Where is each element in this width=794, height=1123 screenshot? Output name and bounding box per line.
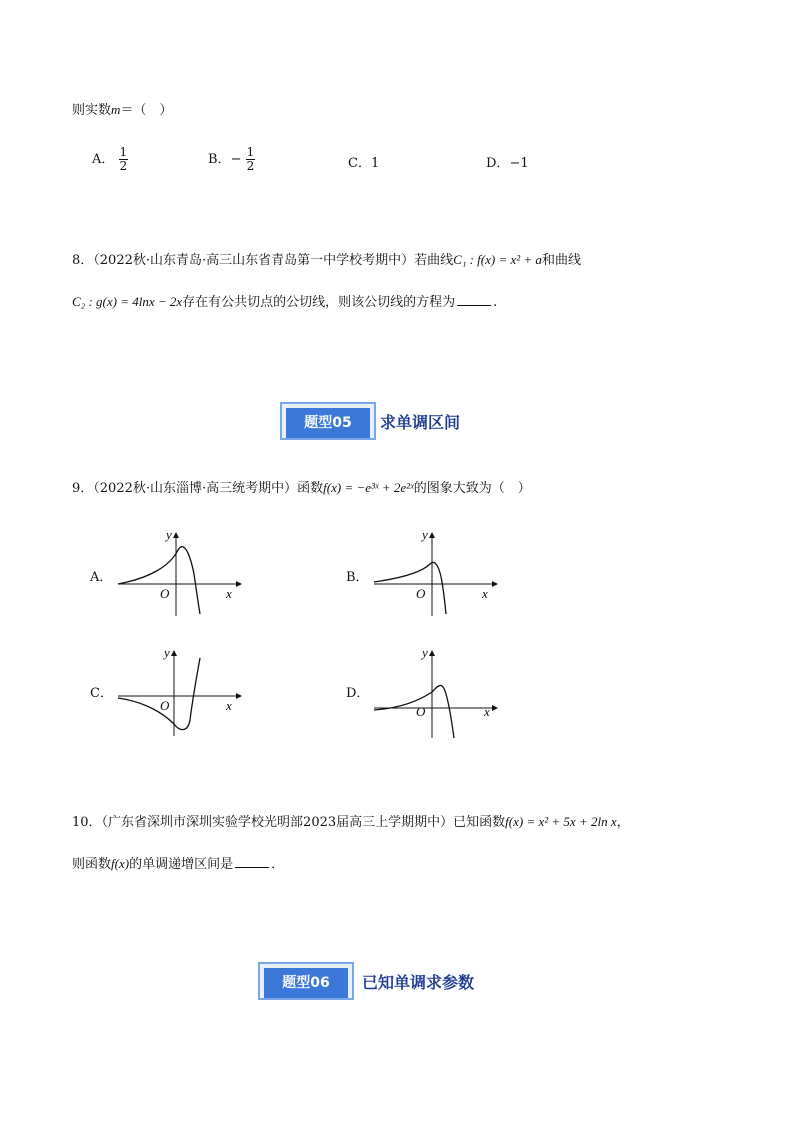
- minus-sign: −: [230, 152, 242, 167]
- origin-label: O: [160, 586, 170, 601]
- section-badge: 题型05: [286, 408, 370, 438]
- y-axis-label: y: [164, 645, 170, 660]
- q10-end: ．: [271, 857, 285, 872]
- origin-label: O: [160, 698, 170, 713]
- q9-text1: 函数: [297, 481, 324, 496]
- q8-text3: 存在有公共切点的公切线，则该公切线的方程为: [182, 295, 456, 310]
- section-title: 已知单调求参数: [362, 973, 475, 992]
- q8-end: .: [493, 295, 498, 310]
- y-axis-label: y: [166, 527, 172, 542]
- q8-text2: 和曲线: [541, 253, 581, 268]
- q7-var: m: [111, 102, 121, 117]
- section-06-header: [258, 962, 518, 1002]
- option-value: −1: [509, 156, 529, 171]
- fraction: [246, 146, 256, 173]
- q9-option-d[interactable]: [346, 644, 506, 740]
- q10-line1: [72, 812, 630, 833]
- q7-stem: [72, 100, 172, 121]
- q9-number: 9．: [72, 481, 94, 496]
- denominator: 2: [119, 159, 128, 173]
- q9-func: f(x) = −e³ˣ + 2e²ˣ: [323, 480, 414, 495]
- option-label: D．: [346, 686, 370, 701]
- q7-option-a[interactable]: [92, 146, 128, 173]
- section-title: 求单调区间: [380, 413, 461, 432]
- q8-text1: 若曲线: [414, 253, 454, 268]
- q8-source: （2022秋·山东青岛·高三山东省青岛第一中学校考期中）: [93, 253, 415, 268]
- denominator: 2: [246, 159, 255, 173]
- origin-label: O: [416, 586, 426, 601]
- q10-func: f(x) = x² + 5x + 2ln x: [505, 814, 617, 829]
- section-badge: 题型06: [264, 968, 348, 998]
- q7-option-b[interactable]: [208, 146, 255, 173]
- q9-option-b[interactable]: [346, 526, 506, 616]
- q8-line1: [72, 250, 581, 271]
- q10-text3: 则函数: [72, 857, 112, 872]
- q8-number: 8．: [72, 253, 94, 268]
- q8-line2: [72, 292, 497, 313]
- option-label: C．: [348, 156, 371, 171]
- q7-text2: ＝（ ）: [120, 103, 173, 118]
- y-axis-label: y: [422, 527, 428, 542]
- option-value: 1: [370, 156, 380, 171]
- x-axis-label: x: [482, 586, 488, 601]
- q10-source: （广东省深圳市深圳实验学校光明部2023届高三上学期期中）: [101, 815, 454, 830]
- numerator: 1: [119, 145, 128, 159]
- q9-option-a[interactable]: [90, 526, 250, 616]
- section-05-header: [280, 402, 520, 442]
- x-axis-label: x: [484, 704, 490, 719]
- option-label: D．: [486, 156, 510, 171]
- x-axis-label: x: [226, 586, 232, 601]
- option-label: C．: [90, 686, 113, 701]
- q10-text1: 已知函数: [453, 815, 506, 830]
- q8-curve1: C₁ : f(x) = x² + a: [453, 252, 542, 267]
- q10-line2: [72, 854, 284, 875]
- q10-text4: 的单调递增区间是: [129, 857, 234, 872]
- option-label: B．: [208, 152, 231, 167]
- answer-blank[interactable]: [235, 867, 269, 868]
- q9-source: （2022秋·山东淄博·高三统考期中）: [93, 481, 298, 496]
- q10-func2: f(x): [111, 856, 130, 871]
- q10-text2: ，: [616, 815, 630, 830]
- numerator: 1: [246, 145, 255, 159]
- q9-stem: [72, 478, 531, 499]
- q9-text2: 的图象大致为（ ）: [413, 481, 531, 496]
- q10-number: 10．: [72, 815, 102, 830]
- q7-text: 则实数: [72, 103, 112, 118]
- q7-option-c[interactable]: [348, 152, 379, 171]
- origin-label: O: [416, 704, 426, 719]
- q9-option-c[interactable]: [90, 644, 250, 740]
- x-axis-label: x: [226, 698, 232, 713]
- graph-c: [90, 644, 250, 740]
- option-label: A．: [92, 152, 115, 167]
- answer-blank[interactable]: [457, 305, 491, 306]
- q7-option-d[interactable]: [486, 152, 529, 171]
- option-label: A．: [90, 570, 113, 585]
- option-label: B．: [346, 570, 369, 585]
- fraction: [119, 146, 129, 173]
- y-axis-label: y: [422, 645, 428, 660]
- q8-curve2: C₂ : g(x) = 4lnx − 2x: [72, 294, 183, 309]
